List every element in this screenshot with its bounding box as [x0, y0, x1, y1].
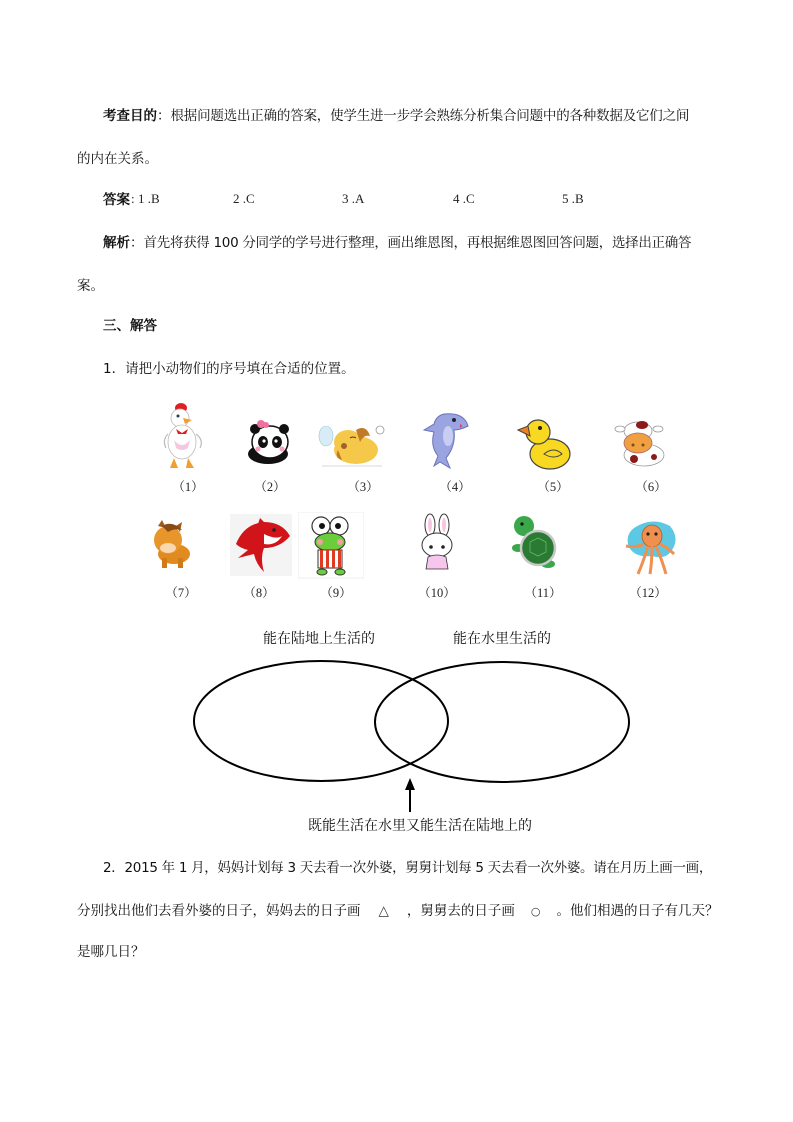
dolphin-icon — [420, 406, 472, 472]
answer-4: 4 .C — [453, 191, 475, 206]
shark-icon — [230, 514, 292, 576]
duck-icon — [516, 410, 574, 472]
animal-label-6: （6） — [635, 480, 667, 494]
animal-label-7: （7） — [165, 586, 197, 600]
venn-right-label: 能在水里生活的 — [453, 631, 551, 647]
animal-label-11: （11） — [524, 586, 562, 600]
answer-5: 5 .B — [562, 191, 584, 206]
question2-line2-b: ，舅舅去的日子画 — [406, 903, 515, 919]
animal-label-8: （8） — [243, 586, 275, 600]
venn-intersection-label: 既能生活在水里又能生活在陆地上的 — [308, 818, 532, 834]
answers-label: 答案 — [103, 192, 130, 208]
purpose-label: 考查目的 — [103, 108, 157, 124]
venn-right-ellipse — [375, 662, 629, 782]
purpose-text-line1: 根据问题选出正确的答案，使学生进一步学会熟练分析集合问题中的各种数据及它们之间 — [170, 108, 690, 124]
question2-line2-a: 分别找出他们去看外婆的日子，妈妈去的日子画 — [77, 903, 361, 919]
analysis-label: 解析 — [103, 235, 130, 251]
panda-icon — [242, 418, 294, 466]
answer-1: 1 .B — [138, 191, 160, 206]
animal-label-5: （5） — [537, 480, 569, 494]
answer-3: 3 .A — [342, 191, 365, 206]
question1-text: 1．请把小动物们的序号填在合适的位置。 — [103, 361, 355, 377]
animal-label-2: （2） — [254, 480, 286, 494]
animal-label-4: （4） — [439, 480, 471, 494]
triangle-symbol: △ — [378, 903, 389, 919]
analysis-text-line2: 案。 — [77, 278, 104, 294]
purpose-text-line2: 的内在关系。 — [77, 151, 158, 167]
answer-2: 2 .C — [233, 191, 255, 206]
analysis-colon: ： — [130, 235, 144, 251]
purpose-paragraph — [103, 106, 689, 126]
turtle-icon — [508, 512, 560, 572]
analysis-text-line1: 首先将获得 100 分同学的学号进行整理，画出维恩图，再根据维恩图回答问题，选择出正确答 — [143, 235, 692, 251]
animal-label-10: （10） — [418, 586, 456, 600]
question2-line3: 是哪几日？ — [77, 944, 145, 960]
circle-symbol: ○ — [530, 905, 541, 918]
purpose-colon: ： — [157, 108, 171, 124]
dog-icon — [316, 420, 388, 470]
rabbit-icon — [414, 513, 460, 575]
venn-diagram — [180, 650, 640, 820]
animal-label-1: （1） — [172, 480, 204, 494]
animal-label-12: （12） — [629, 586, 667, 600]
venn-left-label: 能在陆地上生活的 — [263, 631, 375, 647]
question2-line2 — [77, 901, 719, 922]
cow-icon — [614, 415, 676, 469]
answers-colon: : — [131, 191, 135, 206]
animal-label-9: （9） — [320, 586, 352, 600]
question2-line1: 2．2015 年 1 月，妈妈计划每 3 天去看一次外婆，舅舅计划每 5 天去看一次外婆。请在月历上画一画， — [103, 860, 713, 876]
octopus-icon — [622, 518, 678, 576]
goose-icon — [158, 398, 208, 472]
arrow-up-icon — [405, 778, 415, 790]
horse-icon — [148, 518, 194, 570]
animal-label-3: （3） — [347, 480, 379, 494]
analysis-paragraph — [103, 233, 691, 253]
section-title: 三、解答 — [103, 318, 157, 334]
frog-icon — [298, 512, 364, 580]
question2-line2-c: 。他们相遇的日子有几天？ — [556, 903, 719, 919]
